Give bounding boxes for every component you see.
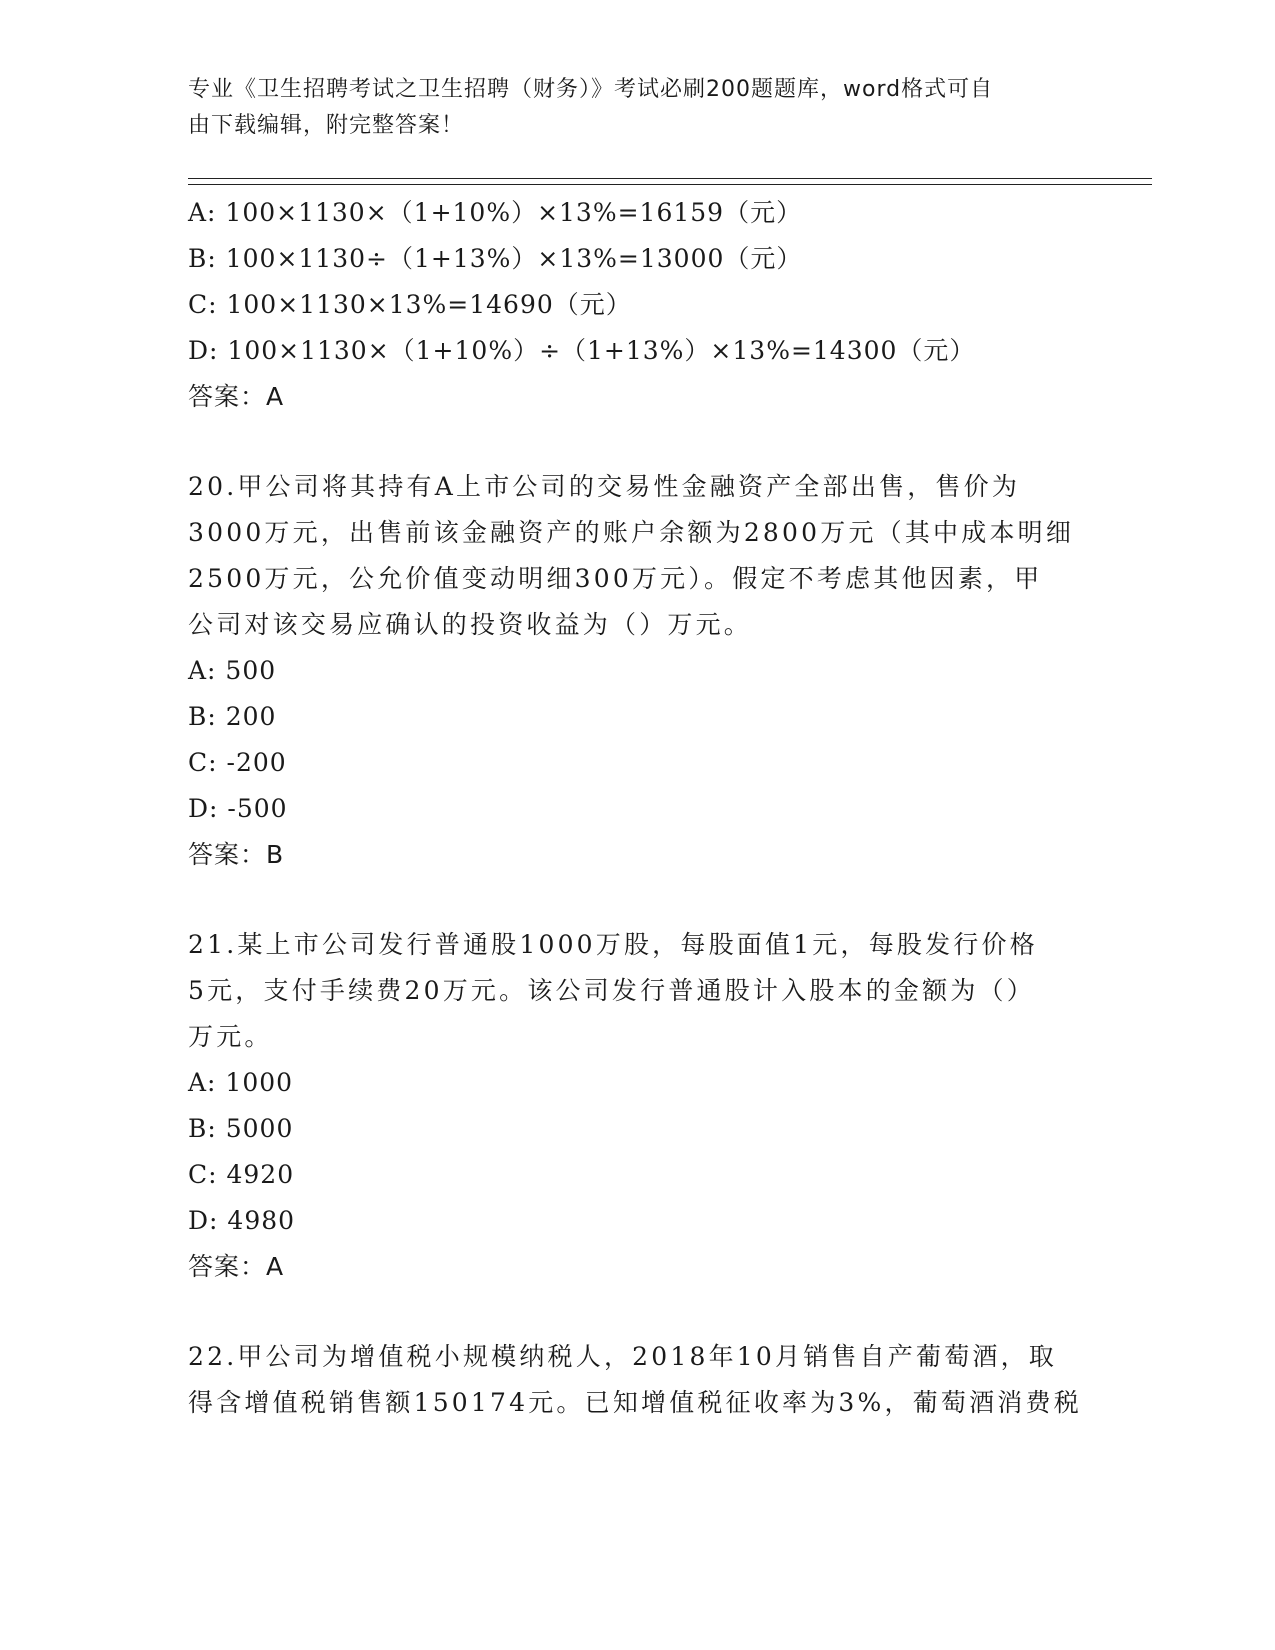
question-text-line: 万元。 [188, 1022, 273, 1051]
answer-line: 答案：B [188, 840, 285, 869]
option-b: B: 200 [188, 702, 277, 731]
option-d: D: 100×1130×（1+10%）÷（1+13%）×13%=14300（元） [188, 336, 976, 365]
question-text-line: 3000万元，出售前该金融资产的账户余额为2800万元（其中成本明细 [188, 518, 1075, 547]
option-a: A: 1000 [188, 1068, 294, 1097]
document-body [188, 190, 1088, 1426]
question-text-line: 得含增值税销售额150174元。已知增值税征收率为3%，葡萄酒消费税 [188, 1388, 1082, 1417]
spacer [188, 878, 1088, 922]
question-text-line: 22.甲公司为增值税小规模纳税人，2018年10月销售自产葡萄酒，取 [188, 1342, 1057, 1371]
option-c: C: 100×1130×13%=14690（元） [188, 290, 632, 319]
option-c: C: 4920 [188, 1160, 295, 1189]
question-text-line: 5元，支付手续费20万元。该公司发行普通股计入股本的金额为（） [188, 976, 1035, 1005]
option-a: A: 500 [188, 656, 277, 685]
document-header [188, 72, 1068, 144]
spacer [188, 1290, 1088, 1334]
spacer [188, 420, 1088, 464]
header-line-2: 由下载编辑，附完整答案！ [188, 113, 465, 138]
header-divider [188, 178, 1152, 185]
option-d: D: -500 [188, 794, 288, 823]
option-d: D: 4980 [188, 1206, 296, 1235]
question-text-line: 公司对该交易应确认的投资收益为（）万元。 [188, 610, 753, 639]
option-b: B: 100×1130÷（1+13%）×13%=13000（元） [188, 244, 803, 273]
question-22 [188, 1334, 1088, 1426]
question-text-line: 2500万元，公允价值变动明细300万元）。假定不考虑其他因素，甲 [188, 564, 1043, 593]
option-c: C: -200 [188, 748, 287, 777]
question-text-line: 20.甲公司将其持有A上市公司的交易性金融资产全部出售，售价为 [188, 472, 1021, 501]
header-line-1: 专业《卫生招聘考试之卫生招聘（财务）》考试必刷200题题库，word格式可自 [188, 77, 994, 102]
answer-line: 答案：A [188, 382, 285, 411]
option-b: B: 5000 [188, 1114, 294, 1143]
question-21 [188, 922, 1088, 1290]
question-19 [188, 190, 1088, 420]
question-20 [188, 464, 1088, 878]
option-a: A: 100×1130×（1+10%）×13%=16159（元） [188, 198, 803, 227]
question-text-line: 21.某上市公司发行普通股1000万股，每股面值1元，每股发行价格 [188, 930, 1038, 959]
answer-line: 答案：A [188, 1252, 285, 1281]
